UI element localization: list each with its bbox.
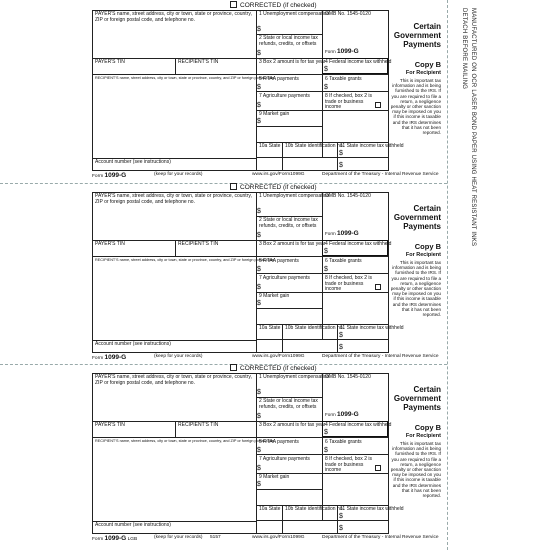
important-notice: This is important tax information and is being furnished to the IRS. If you are required to file a return, a negligence penalty or other sanction may be imposed on you if this income is taxable and the IRS determines that it has not been reported. [390, 78, 441, 136]
box5-label: 5 RTAA payments [259, 439, 299, 445]
detach-line-2 [0, 364, 447, 365]
footer-dept: Department of the Treasury - Internal Revenue Service [322, 535, 439, 540]
box5-label: 5 RTAA payments [259, 258, 299, 264]
box5-dollar: $ [257, 266, 261, 273]
payer-block-label: PAYER'S name, street address, city or town, state or province, country, ZIP or foreign postal code, and telephone no. [95, 374, 252, 386]
recipient-block-label: RECIPIENT'S name, street address, city or town, state or province, country, and ZIP or foreign postal code [95, 76, 274, 80]
paper-notice: MANUFACTURED ON OCR LASER BOND PAPER USING HEAT RESISTANT INKS [470, 8, 476, 247]
box7-dollar: $ [257, 284, 261, 291]
account-label: Account number (see instructions) [95, 522, 171, 528]
box1-label: 1 Unemployment compensation [259, 11, 330, 17]
form-number [325, 48, 359, 55]
footer-dept: Department of the Treasury - Internal Revenue Service [322, 354, 439, 359]
form-num: 1099-G [337, 48, 359, 55]
form-prefix: Form [325, 412, 336, 417]
omb-number: OMB No. 1545-0120 [325, 193, 371, 199]
box9-dollar: $ [257, 300, 261, 307]
box10a-label: 10a State [259, 143, 281, 149]
box7-dollar: $ [257, 102, 261, 109]
form-number [325, 230, 359, 237]
box3-label: 3 Box 2 amount is for tax year [259, 59, 326, 65]
recipient-tin-label: RECIPIENT'S TIN [178, 59, 219, 65]
footer-form-num: 1099-G [104, 354, 127, 361]
corrected-label: CORRECTED (if checked) [240, 365, 317, 372]
box7-label: 7 Agriculture payments [259, 456, 310, 462]
box10a-label: 10a State [259, 506, 281, 512]
footer-form-num: 1099-G [104, 172, 127, 179]
detach-notice: DETACH BEFORE MAILING [461, 8, 467, 90]
line-state-row [256, 157, 389, 158]
for-recipient: For Recipient [405, 433, 441, 439]
footer-url[interactable]: www.irs.gov/Form1099G [252, 172, 305, 177]
box11-dollar-2: $ [339, 162, 343, 169]
recipient-block-label: RECIPIENT'S name, street address, city or town, state or province, country, and ZIP or foreign postal code [95, 258, 274, 262]
box6-label: 6 Taxable grants [325, 76, 362, 82]
footer-form [92, 354, 126, 361]
footer-form [92, 535, 137, 542]
corrected-label: CORRECTED (if checked) [240, 184, 317, 191]
recipient-block-label: RECIPIENT'S name, street address, city or town, state or province, country, and ZIP or foreign postal code [95, 439, 274, 443]
footer-keep: (keep for your records) [154, 354, 203, 359]
payer-tin-label: PAYER'S TIN [95, 59, 125, 65]
footer-lgb: LGB [127, 537, 138, 542]
box11-dollar-2: $ [339, 525, 343, 532]
box8-label: 8 If checked, box 2 is trade or business income [325, 456, 372, 474]
frame-left [92, 10, 93, 171]
corrected-checkbox[interactable] [230, 1, 317, 9]
box6-dollar: $ [324, 266, 328, 273]
copy-b: Copy B [414, 242, 441, 251]
frame-left [92, 373, 93, 534]
important-notice: This is important tax information and is being furnished to the IRS. If you are required to file a return, a negligence penalty or other sanction may be imposed on you if this income is taxable and the IRS determines that it has not been reported. [390, 260, 441, 318]
box6-label: 6 Taxable grants [325, 439, 362, 445]
box10b-label: 10b State identification no. [285, 143, 344, 149]
box2-label: 2 State or local income tax refunds, credits, or offsets [259, 35, 318, 47]
line-state-row [256, 339, 389, 340]
line-tin-bottom [92, 437, 389, 438]
line-box5 [256, 91, 389, 92]
account-label: Account number (see instructions) [95, 341, 171, 347]
corrected-checkbox[interactable] [230, 183, 317, 191]
for-recipient: For Recipient [405, 70, 441, 76]
box8-checkbox[interactable] [375, 102, 381, 108]
frame-bottom [92, 533, 389, 534]
frame-bottom [92, 352, 389, 353]
box10a-label: 10a State [259, 325, 281, 331]
line-box5 [256, 273, 389, 274]
box7-label: 7 Agriculture payments [259, 275, 310, 281]
footer-form-prefix: Form [92, 174, 104, 179]
for-recipient: For Recipient [405, 252, 441, 258]
box6-dollar: $ [324, 447, 328, 454]
detach-line-1 [0, 183, 447, 184]
form-1099g [92, 184, 442, 361]
box8-label: 8 If checked, box 2 is trade or business income [325, 93, 372, 111]
box1-label: 1 Unemployment compensation [259, 374, 330, 380]
omb-number: OMB No. 1545-0120 [325, 374, 371, 380]
form-1099g [92, 2, 442, 179]
box11-dollar-1: $ [339, 332, 343, 339]
line-box5 [256, 454, 389, 455]
form-title: Certain Government Payments [393, 385, 441, 412]
detach-line-vertical [447, 0, 448, 550]
box10b-label: 10b State identification no. [285, 506, 344, 512]
box5-dollar: $ [257, 84, 261, 91]
corrected-checkbox[interactable] [230, 364, 317, 372]
footer-keep: (keep for your records) [154, 535, 203, 540]
form-num: 1099-G [337, 230, 359, 237]
form-prefix: Form [325, 231, 336, 236]
box11-dollar-1: $ [339, 513, 343, 520]
footer-form-prefix: Form [92, 356, 104, 361]
box10b-label: 10b State identification no. [285, 325, 344, 331]
box4-label: 4 Federal income tax withheld [325, 241, 392, 247]
divider-tin [175, 421, 176, 437]
line-state-row [256, 520, 389, 521]
box8-label: 8 If checked, box 2 is trade or business income [325, 275, 372, 293]
box6-label: 6 Taxable grants [325, 258, 362, 264]
form-title: Certain Government Payments [393, 22, 441, 49]
box2-label: 2 State or local income tax refunds, credits, or offsets [259, 398, 318, 410]
box8-checkbox[interactable] [375, 284, 381, 290]
box1-dollar: $ [257, 26, 261, 33]
box2-label: 2 State or local income tax refunds, credits, or offsets [259, 217, 318, 229]
footer-url[interactable]: www.irs.gov/Form1099G [252, 535, 305, 540]
line-tin-bottom [92, 256, 389, 257]
corrected-label: CORRECTED (if checked) [240, 2, 317, 9]
box3-label: 3 Box 2 amount is for tax year [259, 241, 326, 247]
box9-label: 9 Market gain [259, 111, 290, 117]
footer-form-prefix: Form [92, 537, 104, 542]
box5-label: 5 RTAA payments [259, 76, 299, 82]
omb-number: OMB No. 1545-0120 [325, 11, 371, 17]
copy-b: Copy B [414, 60, 441, 69]
line-tin-bottom [92, 74, 389, 75]
box2-dollar: $ [257, 232, 261, 239]
recipient-tin-label: RECIPIENT'S TIN [178, 241, 219, 247]
side-margin-text [458, 8, 486, 247]
box4-label: 4 Federal income tax withheld [325, 59, 392, 65]
box1-dollar: $ [257, 389, 261, 396]
box1-label: 1 Unemployment compensation [259, 193, 330, 199]
box11-label: 11 State income tax withheld [340, 143, 404, 149]
form-number [325, 411, 359, 418]
line-box9 [256, 126, 322, 127]
footer-code: 5157 [210, 535, 221, 540]
payer-tin-label: PAYER'S TIN [95, 241, 125, 247]
box1-dollar: $ [257, 208, 261, 215]
box11-label: 11 State income tax withheld [340, 506, 404, 512]
box5-dollar: $ [257, 447, 261, 454]
box9-dollar: $ [257, 118, 261, 125]
box7-label: 7 Agriculture payments [259, 93, 310, 99]
box9-dollar: $ [257, 481, 261, 488]
form-title: Certain Government Payments [393, 204, 441, 231]
box9-label: 9 Market gain [259, 293, 290, 299]
line-box9 [256, 489, 322, 490]
checkbox-icon[interactable] [230, 183, 237, 190]
footer-keep: (keep for your records) [154, 172, 203, 177]
footer-dept: Department of the Treasury - Internal Revenue Service [322, 172, 439, 177]
box6-dollar: $ [324, 84, 328, 91]
frame-bottom [92, 170, 389, 171]
box11-dollar-2: $ [339, 344, 343, 351]
divider-tin [175, 240, 176, 256]
box2-dollar: $ [257, 50, 261, 57]
box4-dollar: $ [324, 248, 328, 255]
recipient-tin-label: RECIPIENT'S TIN [178, 422, 219, 428]
form-num: 1099-G [337, 411, 359, 418]
box4-label: 4 Federal income tax withheld [325, 422, 392, 428]
box9-label: 9 Market gain [259, 474, 290, 480]
box2-dollar: $ [257, 413, 261, 420]
payer-tin-label: PAYER'S TIN [95, 422, 125, 428]
box3-label: 3 Box 2 amount is for tax year [259, 422, 326, 428]
box11-dollar-1: $ [339, 150, 343, 157]
box11-label: 11 State income tax withheld [340, 325, 404, 331]
checkbox-icon[interactable] [230, 1, 237, 8]
box4-dollar: $ [324, 66, 328, 73]
important-notice: This is important tax information and is being furnished to the IRS. If you are required to file a return, a negligence penalty or other sanction may be imposed on you if this income is taxable and the IRS determines that it has not been reported. [390, 441, 441, 499]
account-label: Account number (see instructions) [95, 159, 171, 165]
divider-tin [175, 58, 176, 74]
footer-form [92, 172, 126, 179]
box8-checkbox[interactable] [375, 465, 381, 471]
form-prefix: Form [325, 49, 336, 54]
payer-block-label: PAYER'S name, street address, city or town, state or province, country, ZIP or foreign postal code, and telephone no. [95, 11, 252, 23]
frame-left [92, 192, 93, 353]
payer-block-label: PAYER'S name, street address, city or town, state or province, country, ZIP or foreign postal code, and telephone no. [95, 193, 252, 205]
box7-dollar: $ [257, 465, 261, 472]
line-box9 [256, 308, 322, 309]
box4-dollar: $ [324, 429, 328, 436]
copy-b: Copy B [414, 423, 441, 432]
checkbox-icon[interactable] [230, 364, 237, 371]
footer-url[interactable]: www.irs.gov/Form1099G [252, 354, 305, 359]
footer-form-num: 1099-G [104, 535, 127, 542]
form-1099g [92, 365, 442, 542]
